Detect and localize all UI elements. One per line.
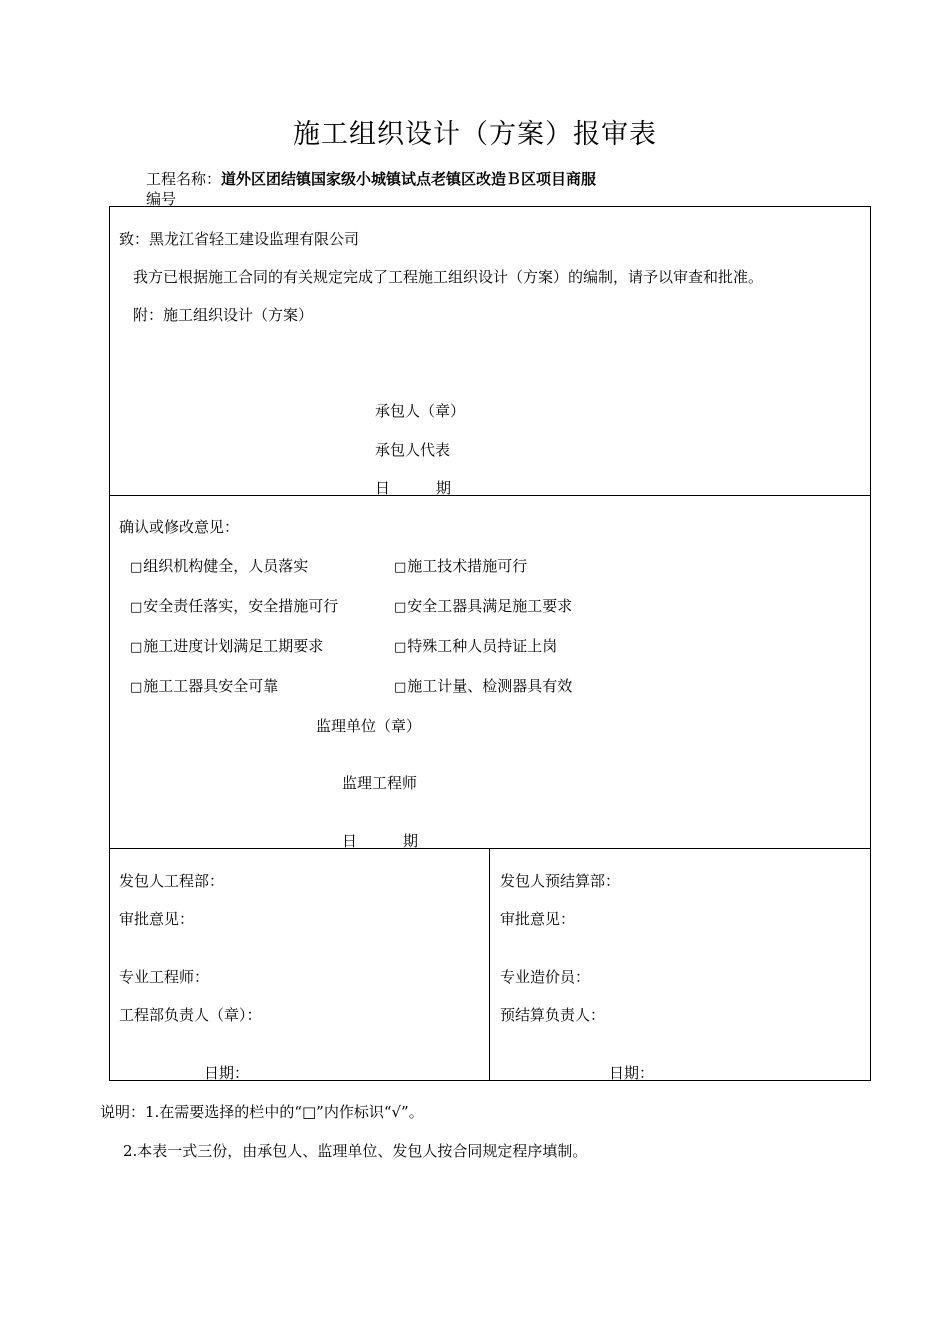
project-label: 工程名称： (146, 170, 222, 188)
date-label: 日期： (204, 1064, 250, 1082)
cost-engineer: 专业造价员： (500, 968, 591, 986)
supervisor-engineer: 监理工程师 (342, 774, 418, 792)
checklist-item[interactable]: □特殊工种人员持证上岗 (394, 637, 558, 655)
request-text: 我方已根据施工合同的有关规定完成了工程施工组织设计（方案）的编制，请予以审查和批准。 (133, 268, 764, 286)
employer-budget-dept: 发包人预结算部： (500, 872, 621, 890)
checklist-item[interactable]: □施工工器具安全可靠 (130, 677, 279, 695)
checkbox-icon[interactable]: □ (394, 600, 407, 615)
supervisor-seal: 监理单位（章） (316, 717, 422, 735)
attachment-label: 附：施工组织设计（方案） (133, 306, 314, 324)
checkbox-icon[interactable]: □ (130, 640, 143, 655)
divider (489, 848, 490, 1081)
number-label: 编号 (146, 190, 177, 208)
approval-opinion: 审批意见： (500, 910, 576, 928)
professional-engineer: 专业工程师： (119, 968, 210, 986)
budget-head: 预结算负责人： (500, 1006, 606, 1024)
checkbox-icon[interactable]: □ (394, 680, 407, 695)
checklist-item[interactable]: □安全工器具满足施工要求 (394, 597, 573, 615)
addressee: 致：黑龙江省轻工建设监理有限公司 (119, 230, 360, 248)
checkbox-icon[interactable]: □ (394, 560, 407, 575)
checklist-item[interactable]: □组织机构健全，人员落实 (130, 557, 309, 575)
checkbox-icon[interactable]: □ (130, 600, 143, 615)
contractor-representative: 承包人代表 (375, 441, 451, 459)
confirm-heading: 确认或修改意见： (119, 518, 240, 536)
checklist-item[interactable]: □施工计量、检测器具有效 (394, 677, 573, 695)
checkbox-icon[interactable]: □ (394, 640, 407, 655)
divider (109, 495, 871, 496)
project-name: 道外区团结镇国家级小城镇试点老镇区改造Ｂ区项目商服 (221, 170, 597, 188)
contractor-date-label: 日 期 (375, 479, 452, 497)
checklist-item[interactable]: □安全责任落实，安全措施可行 (130, 597, 339, 615)
project-name-row (146, 169, 596, 189)
checkbox-icon[interactable]: □ (130, 560, 143, 575)
checkbox-icon[interactable]: □ (130, 680, 143, 695)
note-1: 说明：1.在需要选择的栏中的“□”内作标识“√”。 (100, 1103, 424, 1121)
checklist-item[interactable]: □施工进度计划满足工期要求 (130, 637, 324, 655)
note-2: 2.本表一式三份，由承包人、监理单位、发包人按合同规定程序填制。 (123, 1142, 588, 1160)
page-title: 施工组织设计（方案）报审表 (293, 119, 657, 150)
date-label: 日期： (609, 1064, 655, 1082)
approval-opinion: 审批意见： (119, 910, 195, 928)
employer-engineering-dept: 发包人工程部： (119, 872, 225, 890)
divider (109, 848, 871, 849)
contractor-seal: 承包人（章） (375, 402, 466, 420)
supervisor-date-label: 日 期 (342, 832, 419, 850)
checklist-item[interactable]: □施工技术措施可行 (394, 557, 528, 575)
dept-head: 工程部负责人（章）： (119, 1006, 262, 1024)
